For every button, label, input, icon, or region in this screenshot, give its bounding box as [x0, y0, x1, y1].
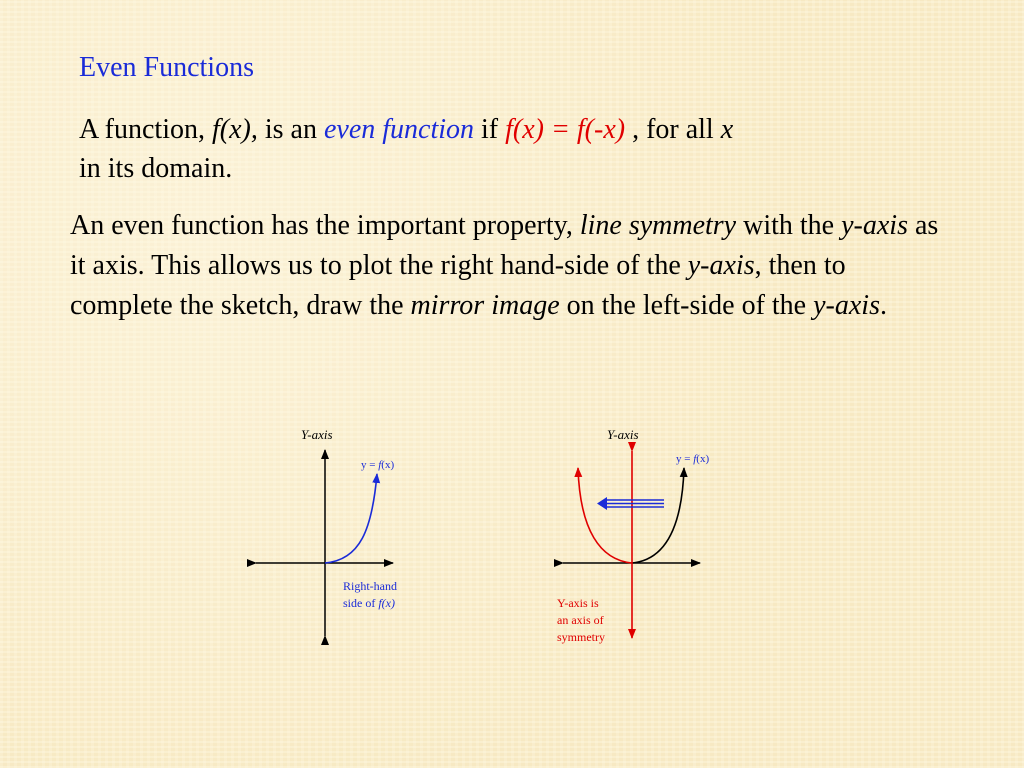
right-note-line2: an axis of — [557, 613, 604, 627]
prop-t6: . — [879, 290, 887, 321]
right-curve — [632, 468, 684, 563]
prop-t3: as it axis. This allows us to plot the right hand-side of the — [70, 210, 939, 281]
def-part2: is an — [257, 114, 324, 145]
prop-t1: An even function has the important property, — [70, 210, 580, 241]
def-line2: in its domain. — [79, 153, 233, 184]
left-y-axis-label: Y-axis — [301, 427, 333, 442]
prop-line-symmetry: line symmetry — [579, 210, 737, 241]
prop-t4: , then to complete the sketch, draw the — [70, 250, 846, 321]
prop-t2: with the — [736, 210, 842, 241]
left-curve-label: y = f(x) — [361, 459, 395, 471]
def-even-function: even function — [323, 114, 475, 145]
right-note-line3: symmetry — [557, 630, 605, 644]
mirror-arrow-head — [597, 497, 607, 510]
prop-y-axis-2: y-axis — [687, 250, 755, 281]
right-curve-label: y = f(x) — [676, 453, 710, 465]
def-x: x — [720, 114, 734, 145]
right-note-line1: Y-axis is — [557, 596, 599, 610]
def-equation: f(x) = f(-x) — [505, 114, 626, 145]
prop-y-axis-1: y-axis — [841, 210, 908, 241]
def-fx: f(x), — [212, 114, 258, 145]
def-part3: if — [474, 114, 506, 145]
left-note-line1: Right-hand — [343, 579, 397, 593]
def-part4: , for all — [625, 114, 721, 145]
prop-mirror-image: mirror image — [410, 290, 560, 321]
prop-t5: on the left-side of the — [559, 290, 814, 321]
right-diagram — [557, 427, 709, 644]
def-part1: A function, — [79, 114, 212, 145]
left-curve — [325, 474, 377, 563]
left-diagram — [256, 427, 397, 636]
prop-y-axis-3: y-axis — [813, 290, 880, 321]
left-note-line2: side of f(x) — [343, 596, 395, 610]
mirror-curve — [578, 468, 632, 563]
right-y-axis-label: Y-axis — [607, 427, 639, 442]
slide-title: Even Functions — [79, 52, 254, 83]
